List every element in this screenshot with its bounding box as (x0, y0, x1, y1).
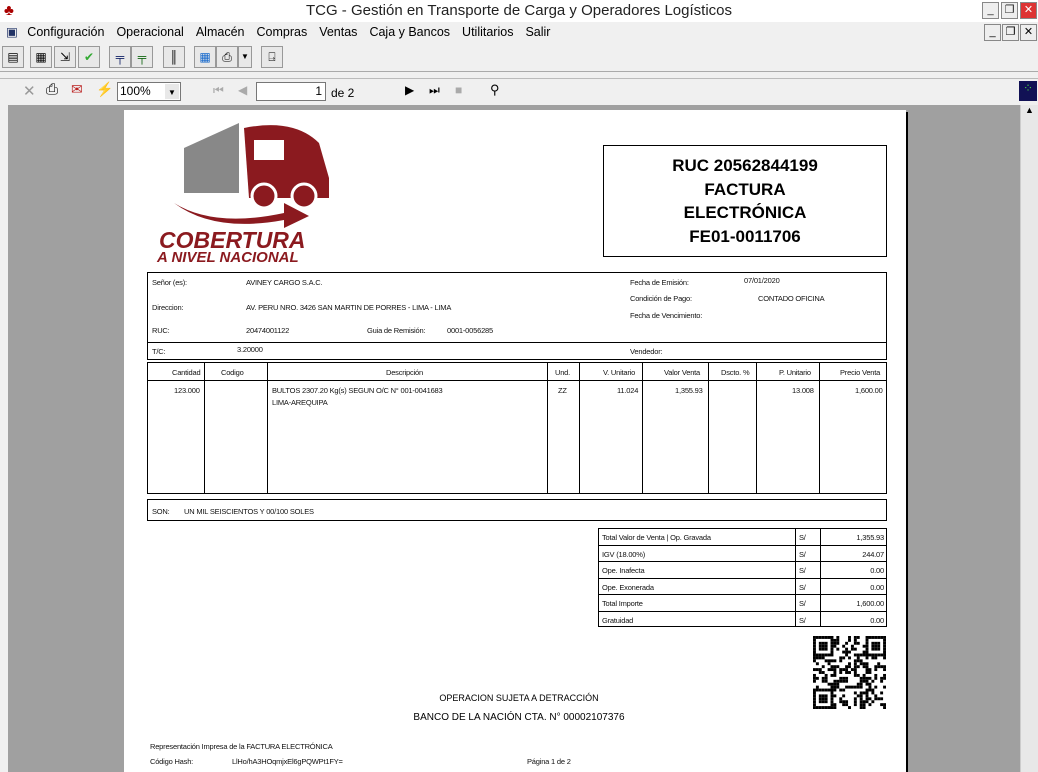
bank-account-note: BANCO DE LA NACIÓN CTA. N° 00002107376 (413, 712, 625, 723)
label-fecha-vencimiento: Fecha de Vencimiento: (630, 311, 703, 320)
totals-value: 1,600.00 (856, 599, 884, 608)
items-table (147, 362, 887, 494)
menu-utilitarios[interactable]: Utilitarios (462, 25, 514, 39)
next-page-icon[interactable]: ▶ (405, 83, 415, 97)
menu-caja-bancos[interactable]: Caja y Bancos (369, 25, 451, 39)
child-close-button[interactable]: ✕ (1020, 24, 1037, 41)
client-ruc: 20474001122 (246, 326, 290, 335)
label-vendedor: Vendedor: (630, 347, 663, 356)
zoom-select[interactable] (117, 82, 181, 101)
cell-v-unitario: 11.024 (617, 386, 639, 395)
client-address: AV. PERU NRO. 3426 SAN MARTIN DE PORRES - LIMA - LIMA (246, 303, 452, 312)
approve-icon[interactable]: ✔ (78, 46, 100, 68)
col-p-unitario: P. Unitario (779, 368, 811, 377)
menu-ventas[interactable]: Ventas (319, 25, 358, 39)
col-valor-venta: Valor Venta (664, 368, 701, 377)
totals-cur: S/ (799, 599, 806, 608)
child-minimize-button[interactable]: _ (984, 24, 1001, 41)
close-report-icon[interactable]: ✕ (23, 83, 36, 100)
lightning-icon[interactable]: ⚡ (96, 81, 114, 97)
fecha-emision: 07/01/2020 (744, 276, 780, 285)
label-condicion: Condición de Pago: (630, 294, 692, 303)
stop-icon[interactable]: ■ (455, 83, 463, 97)
invoice-page (124, 110, 906, 772)
totals-label: IGV (18.00%) (602, 549, 646, 559)
app-icon: ♣ (4, 2, 14, 19)
detraccion-note: OPERACION SUJETA A DETRACCIÓN (439, 693, 599, 703)
menu-almacen[interactable]: Almacén (195, 25, 245, 39)
totals-cur: S/ (799, 615, 806, 625)
activity-icon: ⁘ (1019, 81, 1037, 101)
page-count: de 2 (331, 86, 355, 100)
condicion-pago: CONTADO OFICINA (758, 294, 825, 303)
totals-label: Total Importe (602, 599, 643, 608)
app-menu-icon[interactable]: ▣ (6, 25, 18, 39)
window-title: TCG - Gestión en Transporte de Carga y Operadores Logísticos (305, 2, 733, 19)
ruc-box (603, 145, 887, 257)
truck-logo-icon (154, 118, 334, 228)
tipo-cambio: 3.20000 (237, 345, 263, 354)
chevron-down-icon[interactable]: ▼ (165, 84, 179, 99)
company-ruc: RUC 20562844199 (672, 156, 818, 175)
cell-cantidad: 123.000 (174, 386, 200, 395)
close-button[interactable]: ✕ (1020, 2, 1037, 19)
col-descripcion: Descripción (386, 368, 423, 377)
representation-note: Representación Impresa de la FACTURA ELECTRÓNICA (150, 742, 333, 751)
prev-page-icon[interactable]: ◀ (238, 83, 248, 97)
col-cantidad: Cantidad (172, 368, 201, 377)
label-fecha-emision: Fecha de Emisión: (630, 278, 689, 287)
report-toolbar (0, 78, 1038, 105)
calculator-icon[interactable]: ▦ (194, 46, 216, 68)
print-icon[interactable]: ⎙ (46, 81, 59, 98)
title-bar (0, 0, 1038, 22)
child-restore-button[interactable]: ❐ (1002, 24, 1019, 41)
label-hash: Código Hash: (150, 757, 194, 766)
doc-type: FACTURA (704, 179, 786, 199)
totals-value: 244.07 (862, 549, 884, 559)
window-green-icon[interactable]: ╤ (131, 46, 153, 68)
totals-label: Gratuidad (602, 615, 634, 625)
company-logo (154, 118, 334, 268)
zoom-value: 100% (120, 84, 151, 98)
col-precio-venta: Precio Venta (840, 368, 881, 377)
scroll-up-icon[interactable]: ▲ (1025, 105, 1034, 115)
first-page-icon[interactable]: ⏮ (213, 83, 224, 97)
label-son: SON: (152, 507, 170, 516)
maximize-button[interactable]: ❐ (1001, 2, 1018, 19)
invoice-number: FE01-0011706 (689, 226, 801, 246)
menu-compras[interactable]: Compras (256, 25, 308, 39)
export-icon[interactable]: ✉ (71, 81, 83, 97)
col-codigo: Codigo (221, 368, 244, 377)
minimize-button[interactable]: _ (982, 2, 999, 19)
logo-subtext: A NIVEL NACIONAL (157, 249, 299, 266)
hash-value: LlHo/hA3HOqmjxEl6gPQWPt1FY= (232, 757, 343, 766)
window-blue-icon[interactable]: ╤ (109, 46, 131, 68)
columns-icon[interactable]: ║ (163, 46, 185, 68)
totals-cur: S/ (799, 549, 806, 559)
cell-precio-venta: 1,600.00 (855, 386, 883, 395)
totals-label: Ope. Exonerada (602, 582, 654, 592)
menu-configuracion[interactable]: Configuración (27, 25, 105, 39)
totals-label: Ope. Inafecta (602, 566, 645, 575)
totals-value: 1,355.93 (856, 533, 884, 542)
col-dscto: Dscto. % (721, 368, 750, 377)
totals-label: Total Valor de Venta | Op. Gravada (602, 533, 711, 542)
totals-value: 0.00 (870, 566, 884, 575)
col-und: Und. (555, 368, 571, 377)
totals-cur: S/ (799, 533, 806, 542)
vertical-scrollbar[interactable] (1020, 105, 1038, 772)
cell-p-unitario: 13.008 (792, 386, 814, 395)
totals-cur: S/ (799, 566, 806, 575)
printer-dropdown-icon[interactable]: ▼ (238, 46, 252, 68)
label-tc: T/C: (152, 347, 166, 356)
guia-remision: 0001-0056285 (447, 326, 493, 335)
main-toolbar (0, 42, 1038, 72)
label-direccion: Direccion: (152, 303, 184, 312)
page-input[interactable]: 1 (256, 82, 326, 101)
cell-descripcion: BULTOS 2307.20 Kg(s) SEGUN O/C N° 001-0041683 (272, 386, 443, 395)
cell-und: ZZ (558, 386, 567, 395)
transfer-icon[interactable]: ⇲ (54, 46, 76, 68)
last-page-icon[interactable]: ⏭ (429, 83, 440, 97)
documents-icon[interactable]: ▦ (30, 46, 52, 68)
cell-valor-venta: 1,355.93 (675, 386, 703, 395)
page-number: Página 1 de 2 (527, 757, 571, 766)
totals-value: 0.00 (870, 615, 884, 625)
logo-text: COBERTURA (159, 227, 306, 253)
label-ruc: RUC: (152, 326, 170, 335)
menu-bar (0, 22, 1038, 42)
menu-salir[interactable]: Salir (525, 25, 551, 39)
label-guia: Guia de Remisión: (367, 326, 426, 335)
form-icon[interactable]: ▤ (2, 46, 24, 68)
col-v-unitario: V. Unitario (603, 368, 636, 377)
menu-operacional[interactable]: Operacional (116, 25, 184, 39)
exit-door-icon[interactable]: ⍈ (261, 46, 283, 68)
doc-type-2: ELECTRÓNICA (683, 203, 807, 222)
label-senor: Señor (es): (152, 278, 187, 287)
cell-descripcion-route: LIMA-AREQUIPA (272, 398, 328, 407)
printer-icon[interactable]: ⎙ (216, 46, 238, 68)
amount-in-words: UN MIL SEISCIENTOS Y 00/100 SOLES (184, 507, 314, 516)
client-name: AVINEY CARGO S.A.C. (246, 278, 323, 287)
totals-value: 0.00 (870, 582, 884, 592)
totals-cur: S/ (799, 582, 806, 592)
binoculars-icon[interactable]: ⚲ (490, 82, 500, 97)
